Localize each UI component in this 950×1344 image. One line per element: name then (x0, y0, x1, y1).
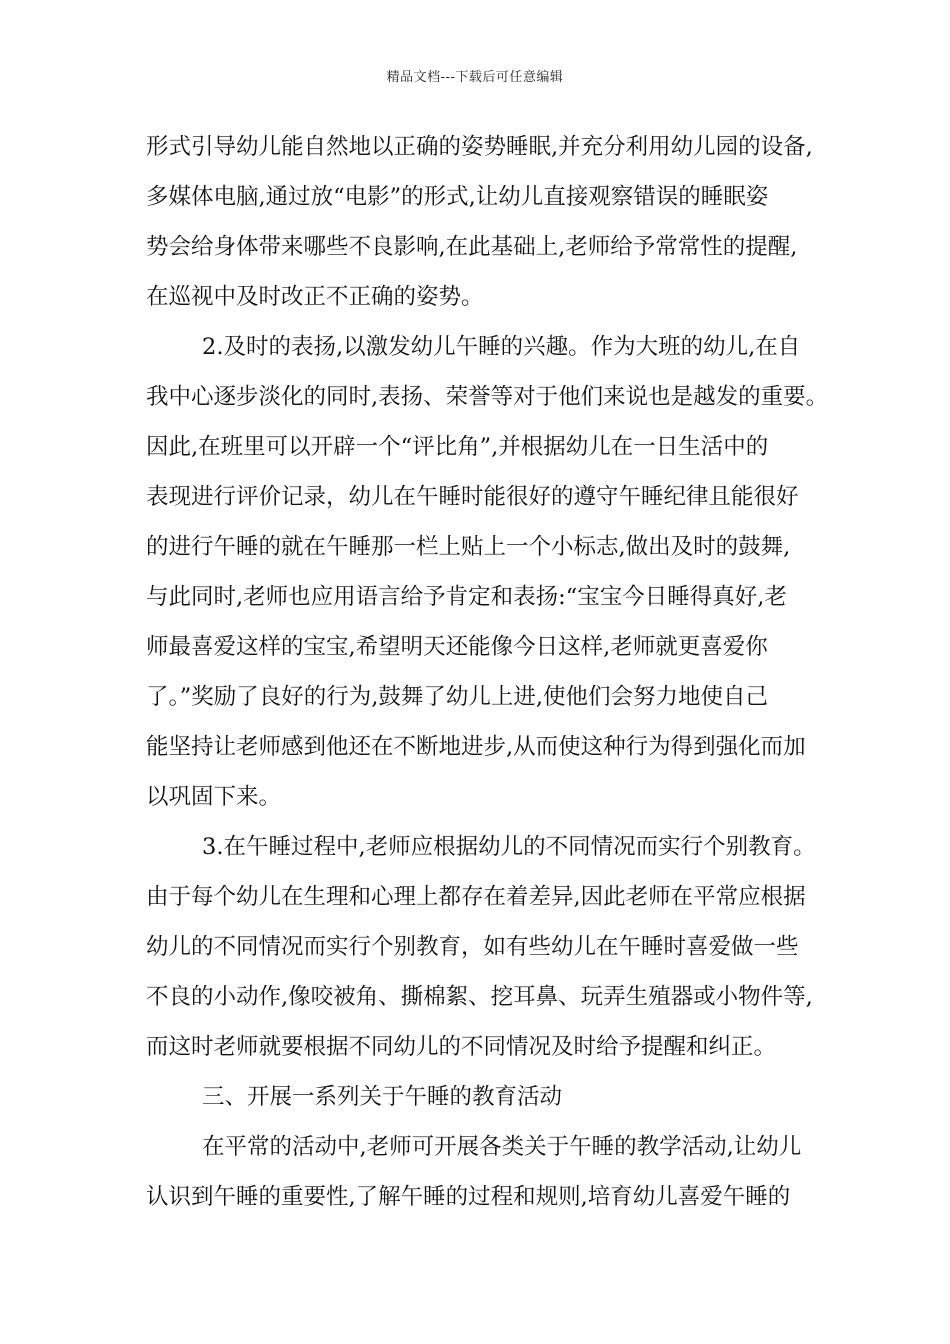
text-line: 不良的小动作,像咬被角、撕棉絮、挖耳鼻、玩弄生殖器或小物件等, (146, 984, 813, 1010)
text-line: 能坚持让老师感到他还在不断地进步,从而使这种行为得到强化而加 (146, 734, 806, 760)
text-line: 多媒体电脑,通过放“电影”的形式,让幼儿直接观察错误的睡眠姿 (146, 184, 769, 210)
text-line: 由于每个幼儿在生理和心理上都存在着差异,因此老师在平常应根据 (146, 884, 806, 910)
text-line: 师最喜爱这样的宝宝,希望明天还能像今日这样,老师就更喜爱你 (146, 634, 768, 660)
text-line: 因此,在班里可以开辟一个“评比角”,并根据幼儿在一日生活中的 (146, 434, 769, 460)
text-line: 幼儿的不同情况而实行个别教育，如有些幼儿在午睡时喜爱做一些 (146, 934, 799, 960)
text-line: 在巡视中及时改正不正确的姿势。 (146, 284, 484, 310)
text-line: 认识到午睡的重要性,了解午睡的过程和规则,培育幼儿喜爱午睡的 (146, 1184, 791, 1210)
text-line: 表现进行评价记录，幼儿在午睡时能很好的遵守午睡纪律且能很好 (146, 484, 799, 510)
text-line: 我中心逐步淡化的同时,表扬、荣誉等对于他们来说也是越发的重要。 (146, 384, 829, 410)
text-line: 势会给身体带来哪些不良影响,在此基础上,老师给予常常性的提醒, (146, 234, 798, 260)
text-line: 3.在午睡过程中,老师应根据幼儿的不同情况而实行个别教育。 (202, 834, 816, 860)
text-line: 2.及时的表扬,以激发幼儿午睡的兴趣。作为大班的幼儿,在自 (202, 334, 801, 360)
text-line: 的进行午睡的就在午睡那一栏上贴上一个小标志,做出及时的鼓舞, (146, 534, 791, 560)
text-line: 而这时老师就要根据不同幼儿的不同情况及时给予提醒和纠正。 (146, 1034, 777, 1060)
text-line: 了。”奖励了良好的行为,鼓舞了幼儿上进,使他们会努力地使自己 (146, 684, 769, 710)
text-line: 在平常的活动中,老师可开展各类关于午睡的教学活动,让幼儿 (202, 1134, 802, 1160)
text-line: 以巩固下来。 (146, 784, 282, 810)
page-header: 精品文档---下载后可任意编辑 (386, 70, 564, 85)
text-line: 形式引导幼儿能自然地以正确的姿势睡眠,并充分利用幼儿园的设备, (146, 134, 813, 160)
document-body (146, 128, 829, 1228)
section-heading: 三、开展一系列关于午睡的教育活动 (202, 1084, 563, 1110)
text-line: 与此同时,老师也应用语言给予肯定和表扬:“宝宝今日睡得真好,老 (146, 584, 787, 610)
